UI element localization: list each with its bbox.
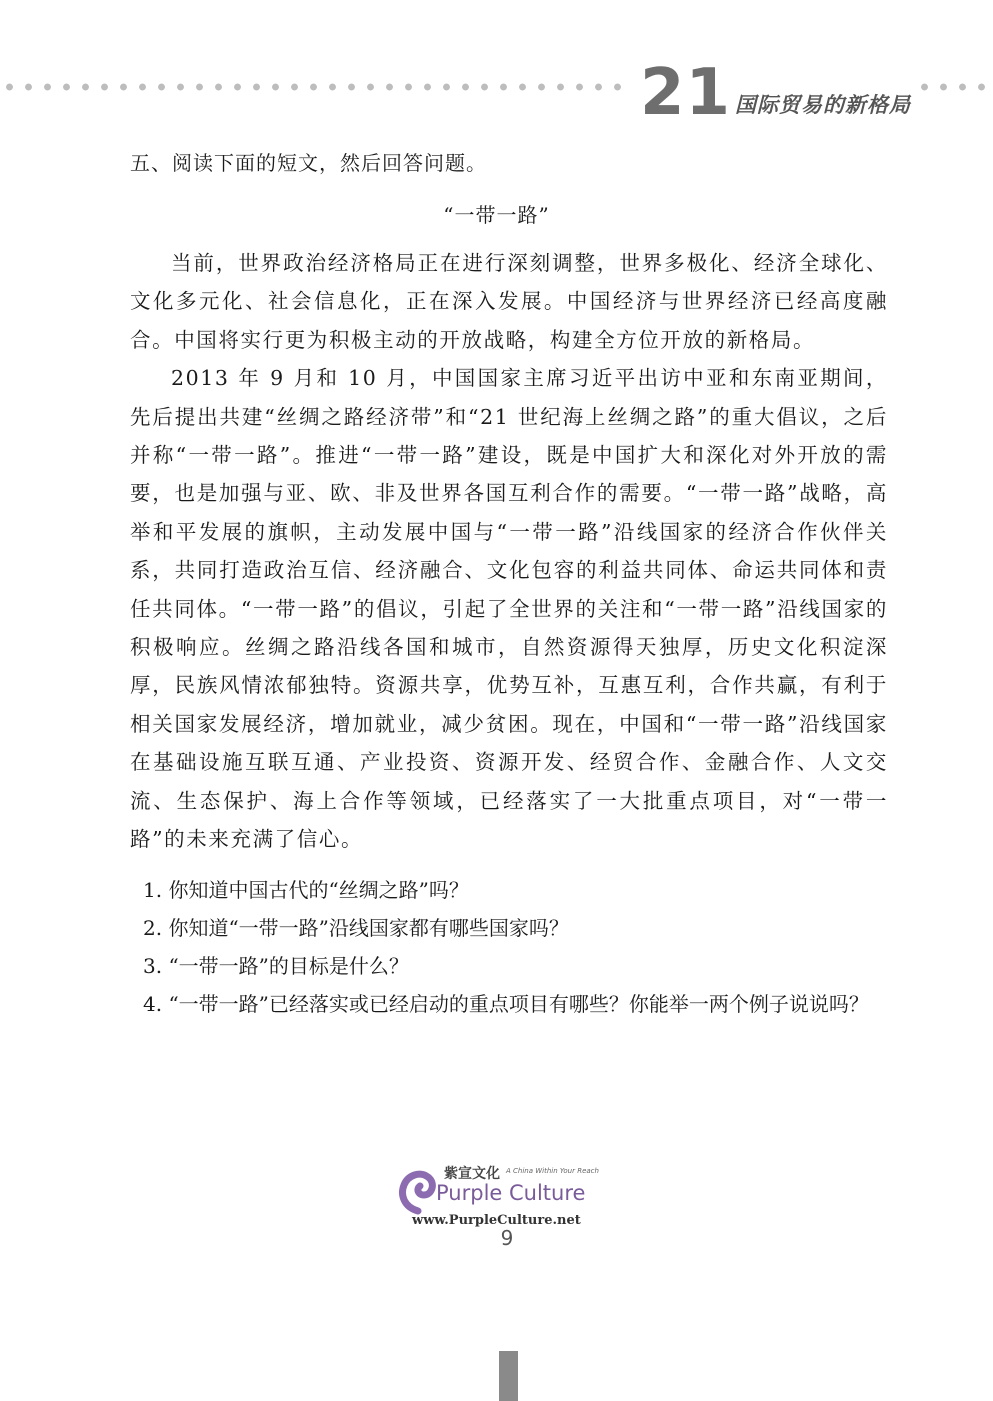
page-number: 9 — [500, 1226, 514, 1250]
lesson-title: 国际贸易的新格局 — [735, 93, 911, 117]
question-item: 4. “一带一路”已经落实或已经启动的重点项目有哪些？你能举一两个例子说说吗？ — [143, 992, 869, 1016]
article-body — [130, 244, 888, 859]
page-edge-tab — [499, 1351, 518, 1401]
header-dot-rule — [0, 82, 632, 92]
section-heading: 五、阅读下面的短文，然后回答问题。 — [130, 151, 487, 175]
question-item: 3. “一带一路”的目标是什么？ — [143, 954, 409, 978]
watermark-name: Purple Culture — [436, 1181, 586, 1205]
article-paragraph: 当前，世界政治经济格局正在进行深刻调整，世界多极化、经济全球化、文化多元化、社会信息化，正在深入发展。中国经济与世界经济已经高度融合。中国将实行更为积极主动的开放战略，构建全方位开放的新格局。 — [130, 251, 888, 352]
watermark-tagline: A China Within Your Reach — [506, 1167, 599, 1175]
article-title: “一带一路” — [443, 203, 550, 227]
header-dot-rule-right — [915, 82, 993, 92]
swirl-logo-icon — [398, 1167, 438, 1215]
question-list — [130, 872, 890, 1024]
lesson-number: 21 — [640, 56, 732, 130]
question-item: 2. 你知道“一带一路”沿线国家都有哪些国家吗？ — [143, 916, 569, 940]
watermark-url: www.PurpleCulture.net — [412, 1213, 581, 1228]
article-paragraph: 2013 年 9 月和 10 月，中国国家主席习近平出访中亚和东南亚期间，先后提出共建“丝绸之路经济带”和“21 世纪海上丝绸之路”的重大倡议，之后并称“一带一路”。推进“一带一路”建设，既是中国扩大和深化对外开放的需要，也是加强与亚、欧、非及世界各国互利合作的需要。“一带一路”战略，高举和平发展的旗帜，主动发展中国与“一带一路”沿线国家的经济合作伙伴关系，共同打造政治互信、经济融合、文化包容的利益共同体、命运共同体和责任共同体。“一带一路”的倡议，引起了全世界的关注和“一带一路”沿线国家的积极响应。丝绸之路沿线各国和城市，自然资源得天独厚，历史文化积淀深厚，民族风情浓郁独特。资源共享，优势互补，互惠互利，合作共赢，有利于相关国家发展经济，增加就业，减少贫困。现在，中国和“一带一路”沿线国家在基础设施互联互通、产业投资、资源开发、经贸合作、金融合作、人文交流、生态保护、海上合作等领域，已经落实了一大批重点项目，对“一带一路”的未来充满了信心。 — [130, 366, 888, 852]
question-item: 1. 你知道中国古代的“丝绸之路”吗？ — [143, 878, 469, 902]
watermark-cn-name: 紫宣文化 — [444, 1166, 500, 1182]
